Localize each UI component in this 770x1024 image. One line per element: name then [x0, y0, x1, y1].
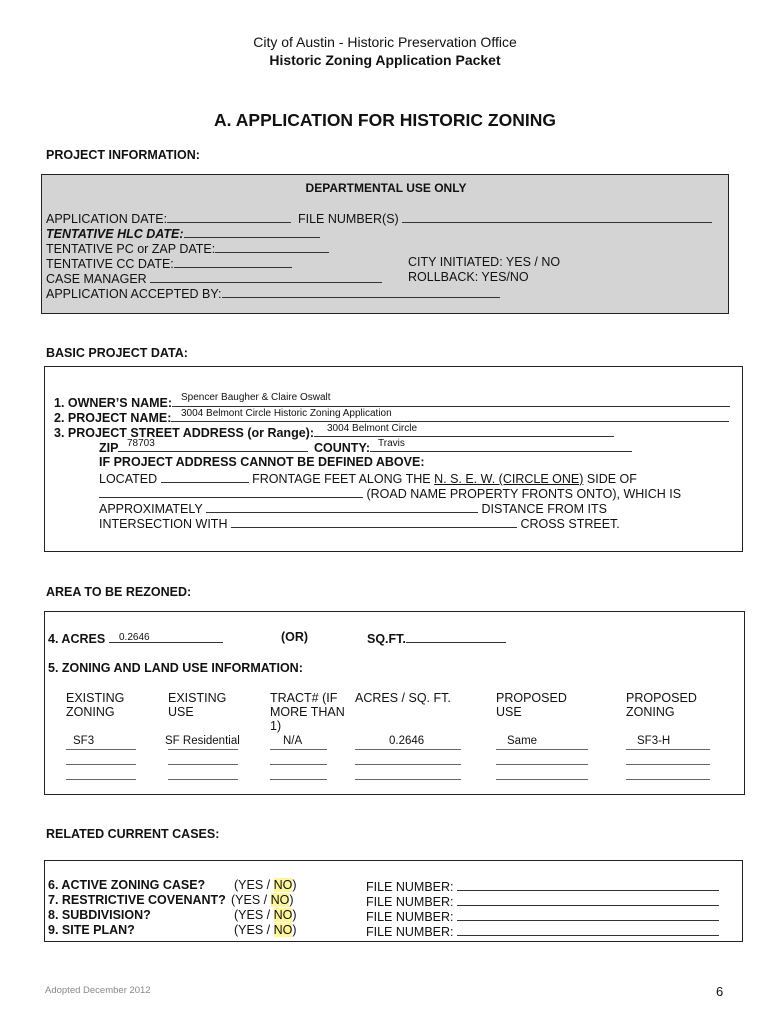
road-name-line: (ROAD NAME PROPERTY FRONTS ONTO), WHICH IS [99, 485, 681, 501]
undefined-address-heading: IF PROJECT ADDRESS CANNOT BE DEFINED ABOVE: [99, 455, 425, 469]
related-cases-box [44, 860, 743, 942]
intersection-line: INTERSECTION WITH CROSS STREET. [99, 517, 620, 531]
col-tract: TRACT# (IF MORE THAN 1) [270, 691, 345, 733]
county-label: COUNTY: [314, 439, 632, 455]
sqft-label: SQ.FT. [367, 630, 506, 646]
yes-no-active-zoning[interactable]: (YES / NO) [234, 878, 297, 892]
tract-value[interactable]: N/A [283, 735, 303, 747]
basic-data-box [44, 366, 743, 552]
file-number-site-plan: FILE NUMBER: [366, 923, 719, 939]
packet-title: Historic Zoning Application Packet [269, 52, 501, 68]
related-cases-heading: RELATED CURRENT CASES: [46, 827, 220, 841]
file-number-label: FILE NUMBER(S) [298, 210, 712, 226]
owner-name-value[interactable]: Spencer Baugher & Claire Oswalt [181, 392, 331, 403]
cc-date-label: TENTATIVE CC DATE: [46, 255, 292, 271]
file-number-restrictive-covenant: FILE NUMBER: [366, 893, 719, 909]
yes-no-restrictive-covenant[interactable]: (YES / NO) [231, 893, 294, 907]
owner-name-label: 1. OWNER’S NAME: [54, 394, 730, 410]
application-date-label: APPLICATION DATE: [46, 210, 291, 226]
page-number: 6 [716, 984, 724, 999]
accepted-by-label: APPLICATION ACCEPTED BY: [46, 285, 500, 301]
project-name-label: 2. PROJECT NAME: [54, 409, 729, 425]
zip-label: ZIP [99, 439, 308, 455]
case-label-site-plan: 9. SITE PLAN? [48, 923, 135, 937]
zoning-heading: 5. ZONING AND LAND USE INFORMATION: [48, 661, 303, 675]
zip-value[interactable]: 78703 [127, 438, 155, 449]
or-label: (OR) [281, 630, 309, 644]
yes-no-site-plan[interactable]: (YES / NO) [234, 923, 297, 937]
project-info-heading: PROJECT INFORMATION: [46, 148, 200, 162]
basic-data-heading: BASIC PROJECT DATA: [46, 346, 188, 360]
project-name-value[interactable]: 3004 Belmont Circle Historic Zoning Application [181, 408, 392, 419]
col-proposed-use: PROPOSED USE [496, 691, 567, 719]
located-line: LOCATED FRONTAGE FEET ALONG THE N. S. E. W. (CIRCLE ONE) SIDE OF [99, 472, 637, 486]
nsew-choice: N. S. E. W. (CIRCLE ONE) [434, 472, 584, 486]
pc-zap-date-label: TENTATIVE PC or ZAP DATE: [46, 240, 329, 256]
file-number-active-zoning: FILE NUMBER: [366, 878, 719, 894]
county-value[interactable]: Travis [378, 438, 405, 449]
area-heading: AREA TO BE REZONED: [46, 585, 192, 599]
area-box [44, 611, 745, 795]
case-manager-label: CASE MANAGER [46, 270, 382, 286]
page-title: A. APPLICATION FOR HISTORIC ZONING [214, 110, 556, 130]
col-acres-sqft: ACRES / SQ. FT. [355, 691, 451, 705]
yes-no-subdivision[interactable]: (YES / NO) [234, 908, 297, 922]
rollback: ROLLBACK: YES/NO [408, 270, 529, 284]
col-existing-zoning: EXISTING ZONING [66, 691, 125, 719]
acres-value[interactable]: 0.2646 [119, 632, 150, 643]
file-number-subdivision: FILE NUMBER: [366, 908, 719, 924]
acres-label: 4. ACRES [48, 630, 223, 646]
approximately-line: APPROXIMATELY DISTANCE FROM ITS [99, 502, 607, 516]
existing-zoning-value[interactable]: SF3 [73, 735, 95, 747]
existing-use-value[interactable]: SF Residential [165, 735, 240, 747]
adopted-date: Adopted December 2012 [45, 985, 151, 996]
office-name: City of Austin - Historic Preservation Office [253, 34, 517, 50]
case-label-active-zoning: 6. ACTIVE ZONING CASE? [48, 878, 206, 892]
case-label-restrictive-covenant: 7. RESTRICTIVE COVENANT? [48, 893, 226, 907]
case-label-subdivision: 8. SUBDIVISION? [48, 908, 151, 922]
street-address-label: 3. PROJECT STREET ADDRESS (or Range): [54, 424, 614, 440]
col-proposed-zoning: PROPOSED ZONING [626, 691, 697, 719]
street-address-value[interactable]: 3004 Belmont Circle [327, 423, 418, 434]
acres-sqft-value[interactable]: 0.2646 [389, 735, 425, 747]
city-initiated: CITY INITIATED: YES / NO [408, 255, 561, 269]
proposed-use-value[interactable]: Same [507, 735, 538, 747]
proposed-zoning-value[interactable]: SF3-H [637, 735, 671, 747]
departmental-use-box [41, 174, 729, 314]
col-existing-use: EXISTING USE [168, 691, 227, 719]
hlc-date-label: TENTATIVE HLC DATE: [46, 225, 320, 241]
dept-use-title: DEPARTMENTAL USE ONLY [305, 181, 467, 195]
